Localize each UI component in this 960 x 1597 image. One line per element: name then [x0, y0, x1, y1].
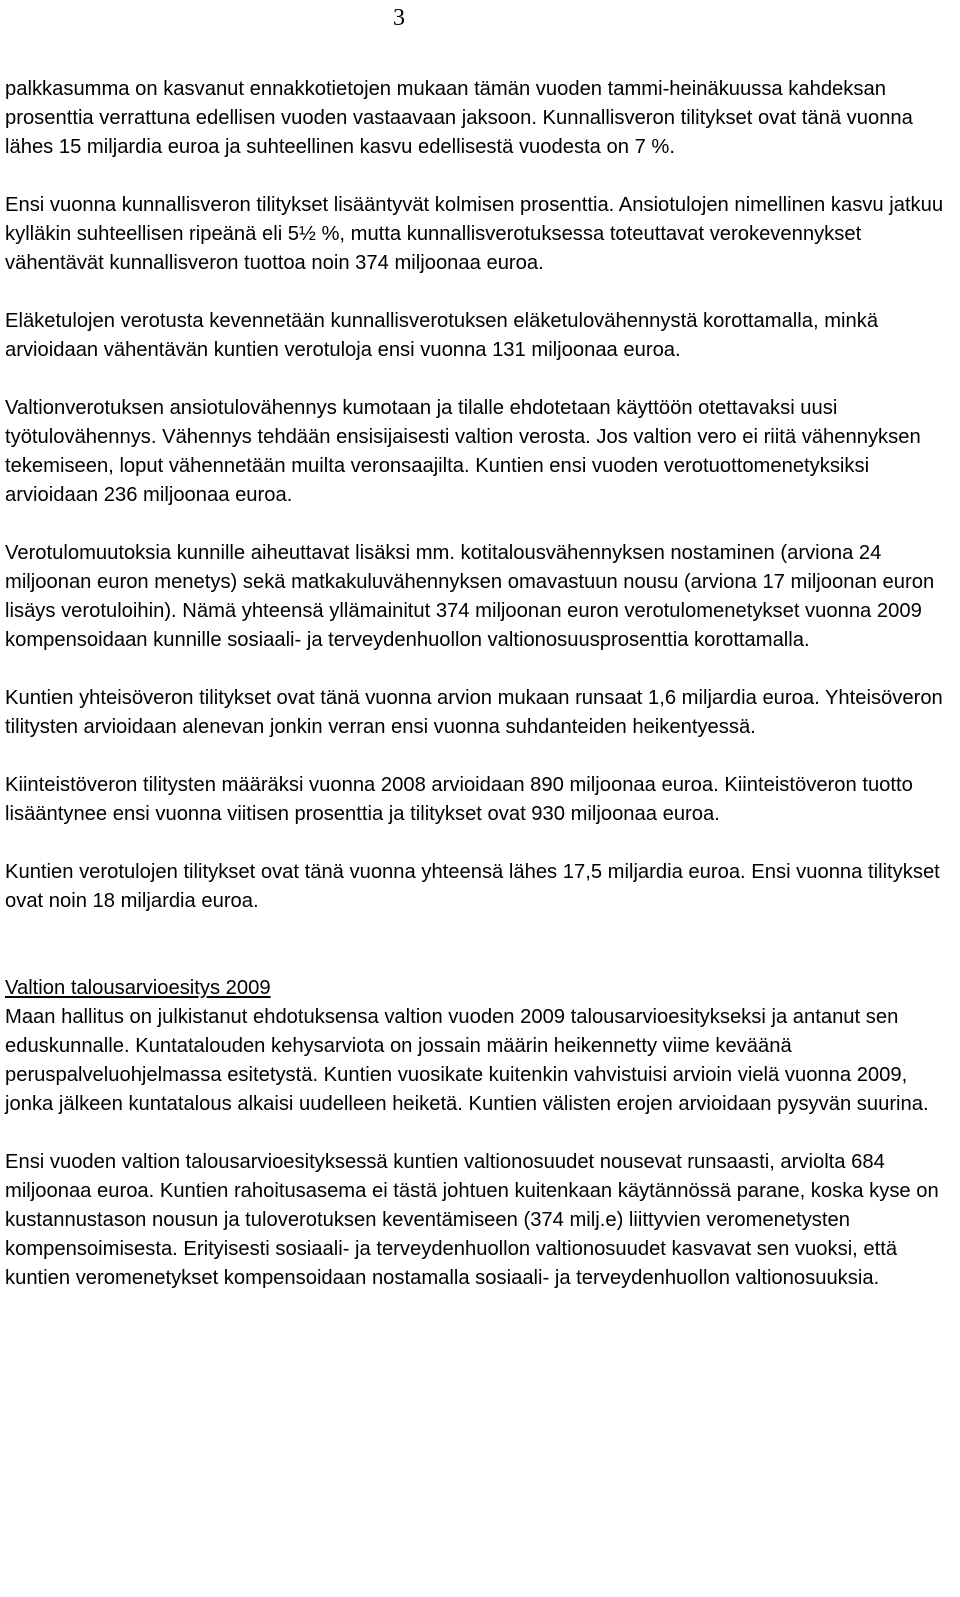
- paragraph-payroll: palkkasumma on kasvanut ennakkotietojen mukaan tämän vuoden tammi-heinäkuussa kahdeksan prosenttia verrattuna edellisen vuoden vastaavaan jaksoon. Kunnallisveron tilitykset ovat tänä vuonna lähes 15 miljardia euroa ja suhteellinen kasvu edellisestä vuodesta on 7 %.: [5, 78, 913, 158]
- section-heading: Valtion talousarvioesitys 2009: [5, 977, 271, 999]
- page-number: 3: [393, 5, 405, 31]
- paragraph-property-tax: Kiinteistöveron tilitysten määräksi vuonna 2008 arvioidaan 890 miljoonaa euroa. Kiinteistöveron tuotto lisääntynee ensi vuonna viitisen prosenttia ja tilitykset ovat 930 miljoonaa euroa.: [5, 774, 913, 825]
- paragraph-pension-income: Eläketulojen verotusta kevennetään kunnallisverotuksen eläketulovähennystä korottamalla, minkä arvioidaan vähentävän kuntien verotuloja ensi vuonna 131 miljoonaa euroa.: [5, 310, 879, 361]
- paragraph-municipal-tax-growth: Ensi vuonna kunnallisveron tilitykset lisääntyvät kolmisen prosenttia. Ansiotulojen nimellinen kasvu jatkuu kylläkin suhteellisen ripeänä eli 5½ %, mutta kunnallisverotuksessa toteuttavat verokevennykset vähentävät kunnallisveron tuottoa noin 374 miljoonaa euroa.: [5, 194, 944, 274]
- paragraph-budget-proposal: Maan hallitus on julkistanut ehdotuksensa valtion vuoden 2009 talousarvioesitykseksi ja antanut sen eduskunnalle. Kuntatalouden kehysarviota on jossain määrin heikennetty viime keväänä peruspalveluohjelmassa esitetystä. Kuntien vuosikate kuitenkin vahvistuisi arvioin vielä vuonna 2009, jonka jälkeen kuntatalous alkaisi uudelleen heiketä. Kuntien välisten erojen arvioidaan pysyvän suurina.: [5, 1006, 929, 1115]
- paragraph-total-tax-revenue: Kuntien verotulojen tilitykset ovat tänä vuonna yhteensä lähes 17,5 miljardia euroa. Ensi vuonna tilitykset ovat noin 18 miljardia euroa.: [5, 861, 940, 912]
- paragraph-tax-revenue-changes: Verotulomuutoksia kunnille aiheuttavat lisäksi mm. kotitalousvähennyksen nostaminen (arviona 24 miljoonan euron menetys) sekä matkakuluvähennyksen omavastuun nousu (arviona 17 miljoonan euron lisäys verotuloihin). Nämä yhteensä yllämainitut 374 miljoonan euron verotulomenetykset vuonna 2009 kompensoidaan kunnille sosiaali- ja terveydenhuollon valtionosuusprosenttia korottamalla.: [5, 542, 935, 651]
- document-body: [5, 75, 950, 1322]
- paragraph-state-subsidies: Ensi vuoden valtion talousarvioesityksessä kuntien valtionosuudet nousevat runsaasti, arviolta 684 miljoonaa euroa. Kuntien rahoitusasema ei tästä johtuen kuitenkaan käytännössä parane, koska kyse on kustannustason nousun ja tuloverotuksen keventämiseen (374 milj.e) liittyvien veromenetysten kompensoimisesta. Erityisesti sosiaali- ja terveydenhuollon valtionosuudet kasvavat sen vuoksi, että kuntien veromenetykset kompensoidaan nostamalla sosiaali- ja terveydenhuollon valtionosuuksia.: [5, 1151, 939, 1289]
- paragraph-state-taxation: Valtionverotuksen ansiotulovähennys kumotaan ja tilalle ehdotetaan käyttöön otettavaksi uusi työtulovähennys. Vähennys tehdään ensisijaisesti valtion verosta. Jos valtion vero ei riitä vähennyksen tekemiseen, loput vähennetään muilta veronsaajilta. Kuntien ensi vuoden verotuottomenetyksiksi arvioidaan 236 miljoonaa euroa.: [5, 397, 921, 506]
- paragraph-corporate-tax: Kuntien yhteisöveron tilitykset ovat tänä vuonna arvion mukaan runsaat 1,6 miljardia euroa. Yhteisöveron tilitysten arvioidaan alenevan jonkin verran ensi vuonna suhdanteiden heikentyessä.: [5, 687, 943, 738]
